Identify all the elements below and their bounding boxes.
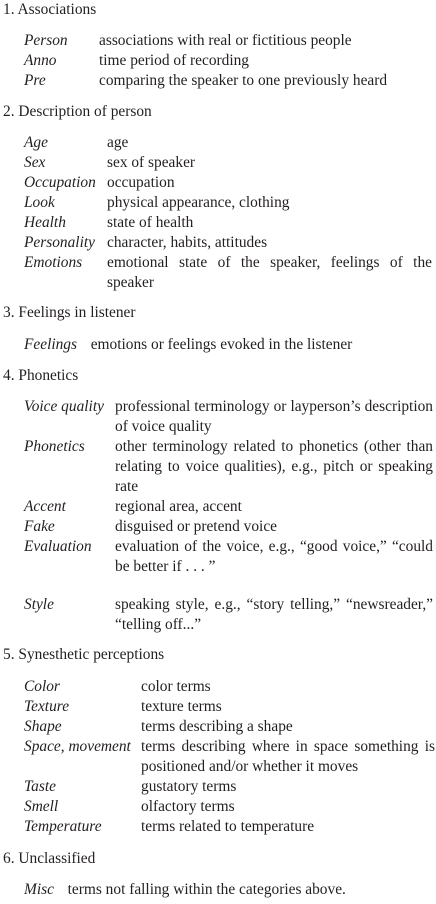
term-shape: Shape xyxy=(24,718,62,735)
desc-look: physical appearance, clothing xyxy=(107,194,290,211)
term-phonetics: Phonetics xyxy=(24,438,85,455)
desc-temperature: terms related to temperature xyxy=(141,818,315,835)
desc-occupation: occupation xyxy=(107,174,175,191)
term-emotions: Emotions xyxy=(24,254,83,271)
section-title-associations: 1. Associations xyxy=(3,1,97,18)
term-person: Person xyxy=(24,32,68,49)
term-color: Color xyxy=(24,678,60,695)
desc-taste: gustatory terms xyxy=(141,778,237,795)
term-fake: Fake xyxy=(24,518,55,535)
term-occupation: Occupation xyxy=(24,174,96,191)
term-pre: Pre xyxy=(24,72,46,89)
desc-feelings: emotions or feelings evoked in the listener xyxy=(90,336,353,353)
section-title-phonetics: 4. Phonetics xyxy=(3,367,79,384)
desc-style: speaking style, e.g., “story telling,” “newsreader,” “telling off...” xyxy=(115,596,433,633)
term-space-movement: Space, movement xyxy=(24,738,131,755)
term-style: Style xyxy=(24,596,54,613)
section-title-feelings-in-listener: 3. Feelings in listener xyxy=(3,304,136,321)
desc-accent: regional area, accent xyxy=(115,498,242,515)
entry-misc xyxy=(24,880,346,900)
term-personality: Personality xyxy=(24,234,95,251)
entry-feelings xyxy=(24,335,352,355)
desc-phonetics: other terminology related to phonetics (other than relating to voice qualities), e.g., pitch or speaking rate xyxy=(115,438,433,495)
term-look: Look xyxy=(24,194,55,211)
desc-person: associations with real or fictitious people xyxy=(99,32,352,49)
desc-health: state of health xyxy=(107,214,194,231)
term-accent: Accent xyxy=(24,498,66,515)
desc-texture: texture terms xyxy=(141,698,222,715)
term-age: Age xyxy=(24,134,48,151)
term-smell: Smell xyxy=(24,798,59,815)
term-evaluation: Evaluation xyxy=(24,538,92,555)
desc-anno: time period of recording xyxy=(99,52,250,69)
term-taste: Taste xyxy=(24,778,56,795)
desc-evaluation: evaluation of the voice, e.g., “good voice,” “could be better if . . . ” xyxy=(115,538,433,575)
desc-color: color terms xyxy=(141,678,211,695)
term-temperature: Temperature xyxy=(24,818,102,835)
term-sex: Sex xyxy=(24,154,46,171)
section-title-synesthetic-perceptions: 5. Synesthetic perceptions xyxy=(3,646,165,663)
term-texture: Texture xyxy=(24,698,70,715)
section-title-description-of-person: 2. Description of person xyxy=(3,103,152,120)
desc-age: age xyxy=(107,134,129,151)
desc-shape: terms describing a shape xyxy=(141,718,293,735)
desc-personality: character, habits, attitudes xyxy=(107,234,268,251)
desc-smell: olfactory terms xyxy=(141,798,235,815)
desc-sex: sex of speaker xyxy=(107,154,196,171)
desc-pre: comparing the speaker to one previously heard xyxy=(99,72,388,89)
term-anno: Anno xyxy=(24,52,57,69)
desc-fake: disguised or pretend voice xyxy=(115,518,277,535)
term-misc: Misc xyxy=(24,881,54,898)
desc-emotions: emotional state of the speaker, feelings of the speaker xyxy=(107,254,432,291)
term-voice-quality: Voice quality xyxy=(24,398,104,415)
section-title-unclassified: 6. Unclassified xyxy=(3,850,96,867)
desc-voice-quality: professional terminology or layperson’s description of voice quality xyxy=(115,398,433,435)
desc-space-movement: terms describing where in space something is positioned and/or whether it moves xyxy=(141,738,435,775)
term-health: Health xyxy=(24,214,66,231)
desc-misc: terms not falling within the categories above. xyxy=(67,881,346,898)
term-feelings: Feelings xyxy=(24,336,77,353)
